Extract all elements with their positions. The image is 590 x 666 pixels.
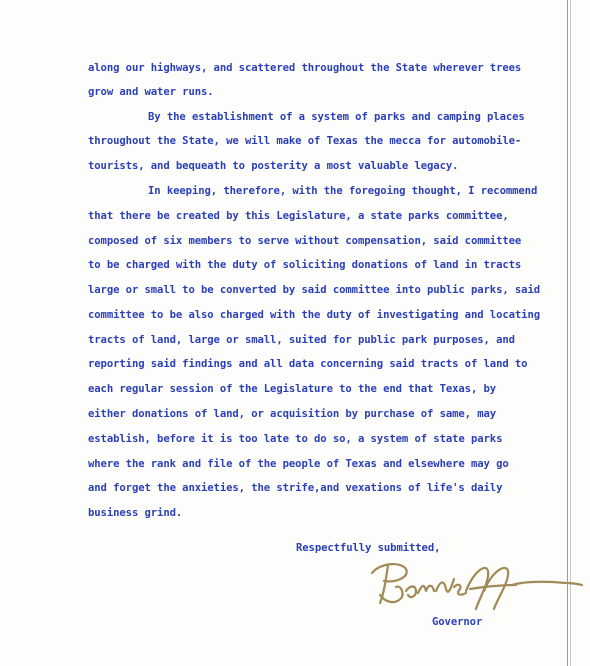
closing-text: Respectfully submitted,: [296, 542, 441, 554]
text-line: reporting said findings and all data concerning said tracts of land to: [88, 358, 528, 370]
text-line: grow and water runs.: [88, 86, 214, 98]
signature-image: [366, 551, 586, 613]
signatory-title: Governor: [432, 616, 483, 628]
text-line: along our highways, and scattered throughout the State wherever trees: [88, 62, 522, 74]
text-line: tourists, and bequeath to posterity a most valuable legacy.: [88, 160, 459, 172]
text-line: establish, before it is too late to do so, a system of state parks: [88, 433, 503, 445]
text-line: committee to be also charged with the duty of investigating and locating: [88, 309, 541, 321]
text-line: each regular session of the Legislature to the end that Texas, by: [88, 383, 497, 395]
text-line: either donations of land, or acquisition by purchase of same, may: [88, 408, 497, 420]
text-line: that there be created by this Legislature, a state parks committee,: [88, 210, 509, 222]
text-line: business grind.: [88, 507, 183, 519]
text-line: By the establishment of a system of parks and camping places: [148, 111, 525, 123]
text-line: where the rank and file of the people of Texas and elsewhere may go: [88, 458, 509, 470]
text-line: large or small to be converted by said committee into public parks, said: [88, 284, 541, 296]
text-line: and forget the anxieties, the strife,and vexations of life's daily: [88, 482, 503, 494]
text-line: tracts of land, large or small, suited for public park purposes, and: [88, 334, 515, 346]
text-line: throughout the State, we will make of Texas the mecca for automobile-: [88, 135, 522, 147]
text-line: composed of six members to serve without compensation, said committee: [88, 235, 522, 247]
text-line: In keeping, therefore, with the foregoing thought, I recommend: [148, 185, 538, 197]
text-line: to be charged with the duty of soliciting donations of land in tracts: [88, 259, 522, 271]
